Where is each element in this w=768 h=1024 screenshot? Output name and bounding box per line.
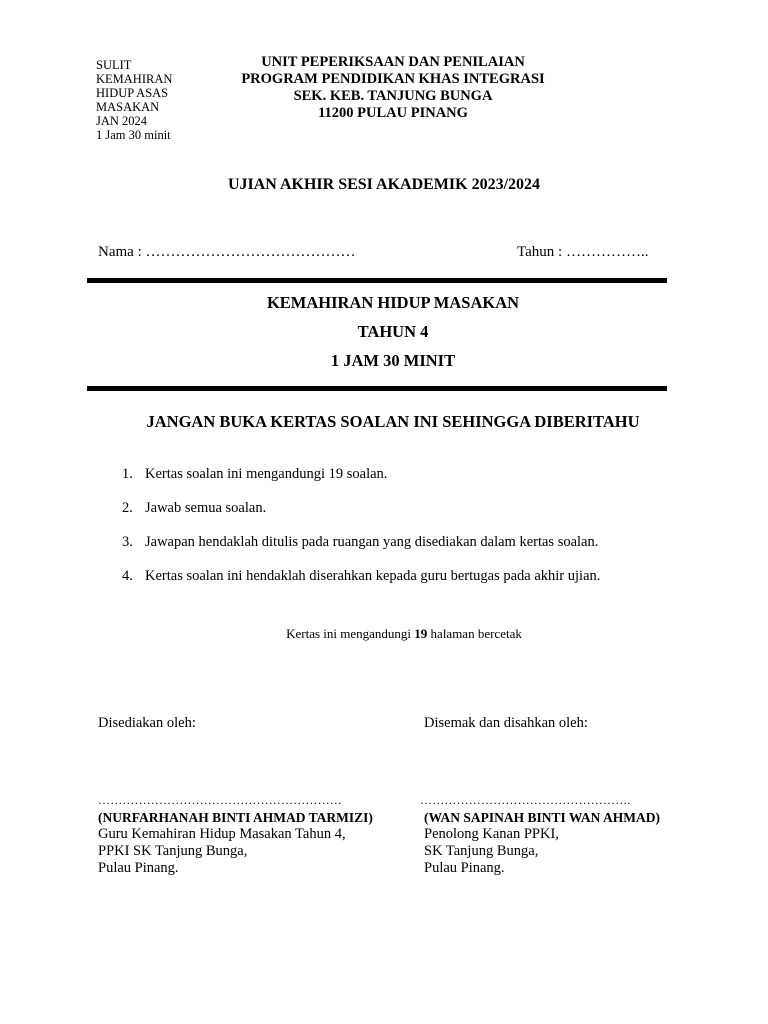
corner-line: KEMAHIRAN — [96, 72, 173, 86]
corner-line: 1 Jam 30 minit — [96, 128, 171, 142]
prepared-by-label: Disediakan oleh: — [98, 715, 196, 731]
signatory-location: Pulau Pinang. — [98, 860, 179, 876]
instruction-text: Jawapan hendaklah ditulis pada ruangan yang disediakan dalam kertas soalan. — [145, 534, 599, 550]
bottom-rule — [87, 386, 667, 391]
signature-block-right — [420, 792, 660, 877]
page-count-note — [0, 626, 768, 642]
header-line: 11200 PULAU PINANG — [318, 105, 468, 121]
page-note-before: Kertas ini mengandungi — [286, 626, 415, 641]
subject-year: TAHUN 4 — [357, 322, 429, 341]
exam-title: UJIAN AKHIR SESI AKADEMIK 2023/2024 — [227, 176, 541, 193]
page-count: 19 — [414, 626, 428, 641]
instruction-number: 2. — [122, 500, 133, 516]
instruction-item — [122, 500, 266, 517]
header-line: SEK. KEB. TANJUNG BUNGA — [293, 88, 493, 104]
instruction-number: 1. — [122, 466, 133, 482]
signature-line: ……………………………………………. — [420, 793, 631, 807]
corner-line: HIDUP ASAS — [96, 86, 169, 100]
corner-info — [96, 58, 172, 142]
year-field[interactable]: Tahun : …………….. — [517, 244, 649, 260]
warning-text: JANGAN BUKA KERTAS SOALAN INI SEHINGGA DIBERITAHU — [146, 412, 640, 431]
top-rule — [87, 278, 667, 283]
instruction-number: 3. — [122, 534, 133, 550]
instruction-text: Kertas soalan ini mengandungi 19 soalan. — [145, 466, 388, 482]
name-field[interactable]: Nama : …………………………………… — [98, 244, 356, 260]
signatory-title: Guru Kemahiran Hidup Masakan Tahun 4, — [98, 826, 346, 842]
signatory-title: Penolong Kanan PPKI, — [424, 826, 559, 842]
school-header — [200, 54, 586, 122]
signature-block-left — [98, 792, 373, 877]
signatory-school: SK Tanjung Bunga, — [424, 843, 539, 859]
instruction-item — [122, 466, 387, 483]
signatory-name: (NURFARHANAH BINTI AHMAD TARMIZI) — [98, 810, 373, 825]
corner-line: JAN 2024 — [96, 114, 148, 128]
corner-line: SULIT — [96, 58, 132, 72]
instruction-number: 4. — [122, 568, 133, 584]
subject-name: KEMAHIRAN HIDUP MASAKAN — [266, 293, 520, 312]
instruction-text: Jawab semua soalan. — [145, 500, 267, 516]
instruction-item — [122, 534, 598, 551]
signatory-location: Pulau Pinang. — [424, 860, 505, 876]
subject-duration: 1 JAM 30 MINIT — [330, 351, 456, 370]
instruction-text: Kertas soalan ini hendaklah diserahkan kepada guru bertugas pada akhir ujian. — [145, 568, 601, 584]
corner-line: MASAKAN — [96, 100, 160, 114]
header-line: PROGRAM PENDIDIKAN KHAS INTEGRASI — [241, 71, 545, 87]
signatory-name: (WAN SAPINAH BINTI WAN AHMAD) — [424, 810, 661, 825]
signature-line: …………………………………………………… — [98, 793, 342, 807]
page-note-after: halaman bercetak — [427, 626, 522, 641]
instruction-item — [122, 568, 600, 585]
header-line: UNIT PEPERIKSAAN DAN PENILAIAN — [261, 54, 525, 70]
verified-by-label: Disemak dan disahkan oleh: — [424, 715, 588, 731]
signatory-school: PPKI SK Tanjung Bunga, — [98, 843, 248, 859]
